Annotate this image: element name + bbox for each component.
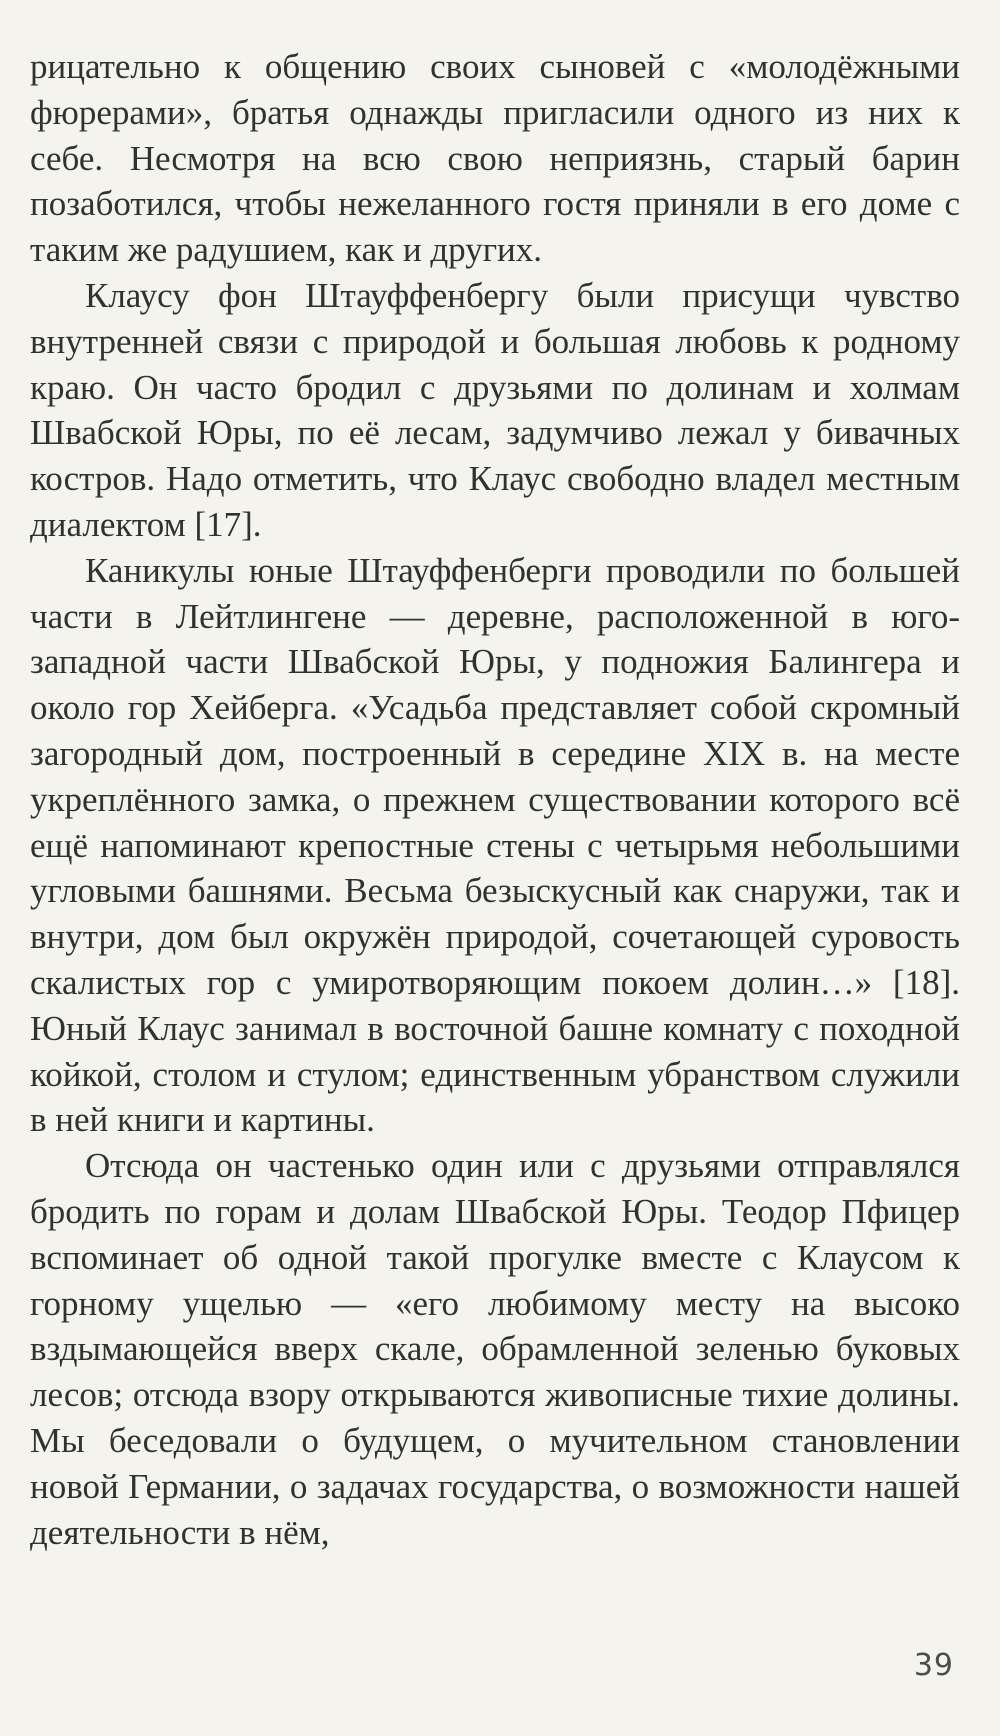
paragraph-nature: Клаусу фон Штауффенбергу были присущи чувство внутренней связи с природой и большая любовь к родному краю. Он часто бродил с друзьями по долинам и холмам Швабской Юры, по её лесам, задумчиво лежал у бивачных костров. Надо отметить, что Клаус свободно владел местным диалектом [17]. xyxy=(30,275,960,544)
paragraph-continuation: рицательно к общению своих сыновей с «молодёжными фюрерами», братья однажды пригласили одного из них к себе. Несмотря на всю свою неприязнь, старый барин позаботился, чтобы нежеланного гостя приняли в его доме с таким же радушием, как и других. xyxy=(30,47,960,270)
book-page xyxy=(30,44,960,1674)
paragraph-walks: Отсюда он частенько один или с друзьями отправлялся бродить по горам и долам Швабской Юры. Теодор Пфицер вспоминает об одной такой прогулке вместе с Клаусом к горному ущелью — «его любимому месту на высоко вздымающейся вверх скале, обрамленной зеленью буковых лесов; отсюда взору открываются живописные тихие долины. Мы беседовали о будущем, о мучительном становлении новой Германии, о задачах государства, о возможности нашей деятельности в нём, xyxy=(30,1146,960,1552)
paragraph-holidays: Каникулы юные Штауффенберги проводили по большей части в Лейтлингене — деревне, расположенной в юго-западной части Швабской Юры, у подножия Балингера и около гор Хейберга. «Усадьба представляет собой скромный загородный дом, построенный в середине XIX в. на месте укреплённого замка, о прежнем существовании которого всё ещё напоминают крепостные стены с четырьмя небольшими угловыми башнями. Весьма безыскусный как снаружи, так и внутри, дом был окружён природой, сочетающей суровость скалистых гор с умиротворяющим покоем долин…» [18]. Юный Клаус занимал в восточной башне комнату с походной койкой, столом и стулом; единственным убранством служили в ней книги и картины. xyxy=(30,550,960,1140)
page-number: 39 xyxy=(913,1648,954,1683)
